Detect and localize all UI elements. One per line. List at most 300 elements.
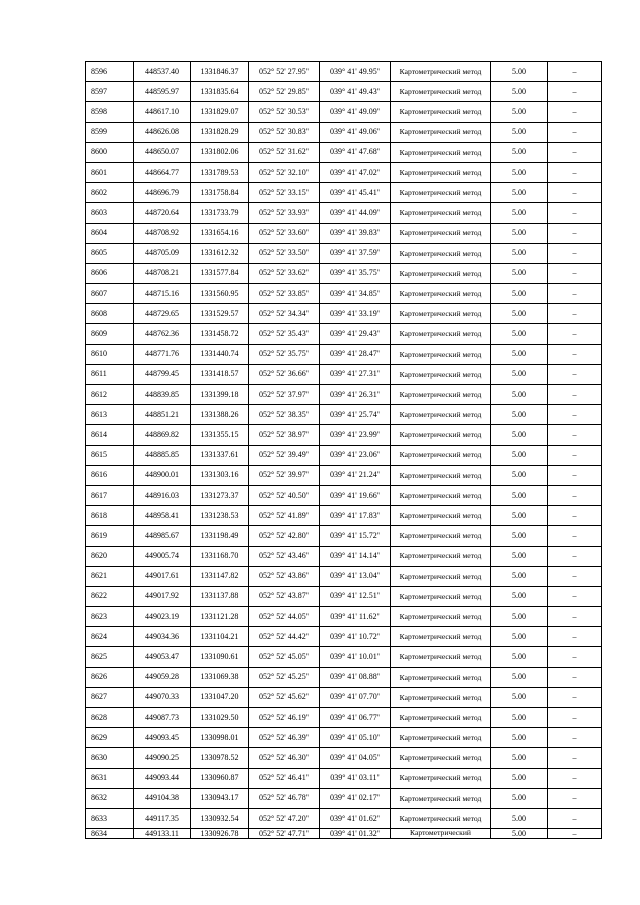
- y-coordinate-cell: 1330932.54: [191, 808, 249, 828]
- longitude-cell: 039° 41' 11.62": [320, 607, 391, 627]
- accuracy-cell: 5.00: [491, 667, 548, 687]
- accuracy-cell: 5.00: [491, 122, 548, 142]
- method-cell: Картометрический метод: [391, 142, 491, 162]
- x-coordinate-cell: 448885.85: [134, 445, 191, 465]
- y-coordinate-cell: 1331238.53: [191, 506, 249, 526]
- x-coordinate-cell: 448869.82: [134, 425, 191, 445]
- longitude-cell: 039° 41' 49.43": [320, 82, 391, 102]
- method-cell: Картометрический метод: [391, 687, 491, 707]
- longitude-cell: 039° 41' 03.11": [320, 768, 391, 788]
- note-cell: –: [548, 708, 602, 728]
- accuracy-cell: 5.00: [491, 263, 548, 283]
- method-cell: Картометрический метод: [391, 627, 491, 647]
- accuracy-cell: 5.00: [491, 829, 548, 839]
- table-row: [86, 748, 602, 768]
- longitude-cell: 039° 41' 26.31": [320, 385, 391, 405]
- x-coordinate-cell: 448720.64: [134, 203, 191, 223]
- accuracy-cell: 5.00: [491, 405, 548, 425]
- note-cell: –: [548, 647, 602, 667]
- note-cell: –: [548, 445, 602, 465]
- longitude-cell: 039° 41' 07.70": [320, 687, 391, 707]
- note-cell: –: [548, 183, 602, 203]
- x-coordinate-cell: 449133.11: [134, 829, 191, 839]
- table-row: [86, 324, 602, 344]
- longitude-cell: 039° 41' 02.17": [320, 788, 391, 808]
- accuracy-cell: 5.00: [491, 708, 548, 728]
- note-cell: –: [548, 485, 602, 505]
- point-number-cell: 8610: [86, 344, 134, 364]
- method-cell: Картометрический метод: [391, 526, 491, 546]
- x-coordinate-cell: 449017.92: [134, 586, 191, 606]
- point-number-cell: 8616: [86, 465, 134, 485]
- method-cell: Картометрический метод: [391, 425, 491, 445]
- latitude-cell: 052° 52' 36.66": [249, 364, 320, 384]
- note-cell: –: [548, 748, 602, 768]
- point-number-cell: 8597: [86, 82, 134, 102]
- table-row: [86, 304, 602, 324]
- point-number-cell: 8632: [86, 788, 134, 808]
- method-cell: Картометрический метод: [391, 405, 491, 425]
- x-coordinate-cell: 449093.45: [134, 728, 191, 748]
- y-coordinate-cell: 1330978.52: [191, 748, 249, 768]
- point-number-cell: 8606: [86, 263, 134, 283]
- latitude-cell: 052° 52' 30.83": [249, 122, 320, 142]
- longitude-cell: 039° 41' 19.66": [320, 485, 391, 505]
- accuracy-cell: 5.00: [491, 768, 548, 788]
- x-coordinate-cell: 448771.76: [134, 344, 191, 364]
- table-row: [86, 263, 602, 283]
- note-cell: –: [548, 808, 602, 828]
- x-coordinate-cell: 449023.19: [134, 607, 191, 627]
- latitude-cell: 052° 52' 43.86": [249, 566, 320, 586]
- method-cell: Картометрический метод: [391, 748, 491, 768]
- longitude-cell: 039° 41' 04.05": [320, 748, 391, 768]
- table-row: [86, 768, 602, 788]
- y-coordinate-cell: 1330943.17: [191, 788, 249, 808]
- longitude-cell: 039° 41' 35.75": [320, 263, 391, 283]
- method-cell: Картометрический метод: [391, 708, 491, 728]
- method-cell: Картометрический метод: [391, 728, 491, 748]
- y-coordinate-cell: 1331458.72: [191, 324, 249, 344]
- x-coordinate-cell: 449034.36: [134, 627, 191, 647]
- table-row: [86, 243, 602, 263]
- accuracy-cell: 5.00: [491, 203, 548, 223]
- y-coordinate-cell: 1331846.37: [191, 62, 249, 82]
- longitude-cell: 039° 41' 23.06": [320, 445, 391, 465]
- point-number-cell: 8598: [86, 102, 134, 122]
- method-cell: Картометрический метод: [391, 586, 491, 606]
- note-cell: –: [548, 546, 602, 566]
- longitude-cell: 039° 41' 10.72": [320, 627, 391, 647]
- y-coordinate-cell: 1331303.16: [191, 465, 249, 485]
- longitude-cell: 039° 41' 47.02": [320, 162, 391, 182]
- longitude-cell: 039° 41' 25.74": [320, 405, 391, 425]
- point-number-cell: 8604: [86, 223, 134, 243]
- latitude-cell: 052° 52' 43.46": [249, 546, 320, 566]
- method-cell: Картометрический метод: [391, 364, 491, 384]
- point-number-cell: 8600: [86, 142, 134, 162]
- longitude-cell: 039° 41' 14.14": [320, 546, 391, 566]
- point-number-cell: 8613: [86, 405, 134, 425]
- longitude-cell: 039° 41' 28.47": [320, 344, 391, 364]
- x-coordinate-cell: 448708.21: [134, 263, 191, 283]
- note-cell: –: [548, 304, 602, 324]
- latitude-cell: 052° 52' 35.75": [249, 344, 320, 364]
- point-number-cell: 8603: [86, 203, 134, 223]
- point-number-cell: 8624: [86, 627, 134, 647]
- table-row: [86, 465, 602, 485]
- accuracy-cell: 5.00: [491, 364, 548, 384]
- longitude-cell: 039° 41' 44.09": [320, 203, 391, 223]
- accuracy-cell: 5.00: [491, 687, 548, 707]
- longitude-cell: 039° 41' 49.09": [320, 102, 391, 122]
- accuracy-cell: 5.00: [491, 728, 548, 748]
- accuracy-cell: 5.00: [491, 546, 548, 566]
- point-number-cell: 8609: [86, 324, 134, 344]
- accuracy-cell: 5.00: [491, 586, 548, 606]
- latitude-cell: 052° 52' 32.10": [249, 162, 320, 182]
- table-row: [86, 223, 602, 243]
- x-coordinate-cell: 448900.01: [134, 465, 191, 485]
- latitude-cell: 052° 52' 46.19": [249, 708, 320, 728]
- table-row: [86, 586, 602, 606]
- note-cell: –: [548, 82, 602, 102]
- y-coordinate-cell: 1330960.87: [191, 768, 249, 788]
- method-cell: Картометрический метод: [391, 223, 491, 243]
- method-cell: Картометрический метод: [391, 344, 491, 364]
- y-coordinate-cell: 1331090.61: [191, 647, 249, 667]
- latitude-cell: 052° 52' 33.93": [249, 203, 320, 223]
- table-row: [86, 425, 602, 445]
- accuracy-cell: 5.00: [491, 485, 548, 505]
- method-cell: Картометрический метод: [391, 808, 491, 828]
- accuracy-cell: 5.00: [491, 183, 548, 203]
- y-coordinate-cell: 1331104.21: [191, 627, 249, 647]
- accuracy-cell: 5.00: [491, 647, 548, 667]
- x-coordinate-cell: 449090.25: [134, 748, 191, 768]
- table-row: [86, 82, 602, 102]
- latitude-cell: 052° 52' 46.41": [249, 768, 320, 788]
- method-cell: Картометрический метод: [391, 122, 491, 142]
- table-row: [86, 667, 602, 687]
- longitude-cell: 039° 41' 49.06": [320, 122, 391, 142]
- point-number-cell: 8630: [86, 748, 134, 768]
- table-row: [86, 627, 602, 647]
- point-number-cell: 8628: [86, 708, 134, 728]
- table-row: [86, 808, 602, 828]
- method-cell: Картометрический метод: [391, 62, 491, 82]
- accuracy-cell: 5.00: [491, 526, 548, 546]
- x-coordinate-cell: 449087.73: [134, 708, 191, 728]
- latitude-cell: 052° 52' 47.20": [249, 808, 320, 828]
- x-coordinate-cell: 448617.10: [134, 102, 191, 122]
- point-number-cell: 8622: [86, 586, 134, 606]
- coordinates-table-body: [86, 62, 602, 839]
- table-row: [86, 687, 602, 707]
- longitude-cell: 039° 41' 05.10": [320, 728, 391, 748]
- table-row: [86, 607, 602, 627]
- y-coordinate-cell: 1331758.84: [191, 183, 249, 203]
- accuracy-cell: 5.00: [491, 243, 548, 263]
- method-cell: Картометрический метод: [391, 102, 491, 122]
- x-coordinate-cell: 448626.08: [134, 122, 191, 142]
- point-number-cell: 8629: [86, 728, 134, 748]
- accuracy-cell: 5.00: [491, 788, 548, 808]
- y-coordinate-cell: 1331399.18: [191, 385, 249, 405]
- point-number-cell: 8599: [86, 122, 134, 142]
- latitude-cell: 052° 52' 44.05": [249, 607, 320, 627]
- method-cell: Картометрический метод: [391, 566, 491, 586]
- x-coordinate-cell: 448916.03: [134, 485, 191, 505]
- method-cell: Картометрический метод: [391, 506, 491, 526]
- accuracy-cell: 5.00: [491, 506, 548, 526]
- x-coordinate-cell: 449005.74: [134, 546, 191, 566]
- longitude-cell: 039° 41' 12.51": [320, 586, 391, 606]
- point-number-cell: 8596: [86, 62, 134, 82]
- y-coordinate-cell: 1331168.70: [191, 546, 249, 566]
- latitude-cell: 052° 52' 33.15": [249, 183, 320, 203]
- note-cell: –: [548, 122, 602, 142]
- table-row: [86, 708, 602, 728]
- y-coordinate-cell: 1331069.38: [191, 667, 249, 687]
- point-number-cell: 8614: [86, 425, 134, 445]
- latitude-cell: 052° 52' 47.71": [249, 829, 320, 839]
- table-row: [86, 62, 602, 82]
- note-cell: –: [548, 526, 602, 546]
- longitude-cell: 039° 41' 39.83": [320, 223, 391, 243]
- x-coordinate-cell: 449117.35: [134, 808, 191, 828]
- longitude-cell: 039° 41' 10.01": [320, 647, 391, 667]
- x-coordinate-cell: 448762.36: [134, 324, 191, 344]
- note-cell: –: [548, 243, 602, 263]
- longitude-cell: 039° 41' 06.77": [320, 708, 391, 728]
- accuracy-cell: 5.00: [491, 425, 548, 445]
- point-number-cell: 8615: [86, 445, 134, 465]
- method-cell: Картометрический метод: [391, 82, 491, 102]
- x-coordinate-cell: 449093.44: [134, 768, 191, 788]
- x-coordinate-cell: 449053.47: [134, 647, 191, 667]
- latitude-cell: 052° 52' 46.78": [249, 788, 320, 808]
- method-cell: Картометрический метод: [391, 768, 491, 788]
- point-number-cell: 8611: [86, 364, 134, 384]
- accuracy-cell: 5.00: [491, 385, 548, 405]
- x-coordinate-cell: 448595.97: [134, 82, 191, 102]
- table-row: [86, 445, 602, 465]
- y-coordinate-cell: 1331560.95: [191, 284, 249, 304]
- latitude-cell: 052° 52' 37.97": [249, 385, 320, 405]
- method-cell: Картометрический метод: [391, 324, 491, 344]
- y-coordinate-cell: 1330998.01: [191, 728, 249, 748]
- point-number-cell: 8623: [86, 607, 134, 627]
- point-number-cell: 8620: [86, 546, 134, 566]
- table-row: [86, 385, 602, 405]
- accuracy-cell: 5.00: [491, 808, 548, 828]
- note-cell: –: [548, 62, 602, 82]
- longitude-cell: 039° 41' 29.43": [320, 324, 391, 344]
- method-cell: Картометрический метод: [391, 284, 491, 304]
- longitude-cell: 039° 41' 01.62": [320, 808, 391, 828]
- note-cell: –: [548, 203, 602, 223]
- longitude-cell: 039° 41' 33.19": [320, 304, 391, 324]
- point-number-cell: 8626: [86, 667, 134, 687]
- x-coordinate-cell: 448650.07: [134, 142, 191, 162]
- point-number-cell: 8619: [86, 526, 134, 546]
- y-coordinate-cell: 1331529.57: [191, 304, 249, 324]
- point-number-cell: 8634: [86, 829, 134, 839]
- method-cell: Картометрический метод: [391, 667, 491, 687]
- point-number-cell: 8618: [86, 506, 134, 526]
- accuracy-cell: 5.00: [491, 304, 548, 324]
- point-number-cell: 8608: [86, 304, 134, 324]
- note-cell: –: [548, 586, 602, 606]
- accuracy-cell: 5.00: [491, 82, 548, 102]
- method-cell: Картометрический метод: [391, 385, 491, 405]
- method-cell: Картометрический метод: [391, 162, 491, 182]
- point-number-cell: 8607: [86, 284, 134, 304]
- note-cell: –: [548, 768, 602, 788]
- note-cell: –: [548, 102, 602, 122]
- note-cell: –: [548, 566, 602, 586]
- accuracy-cell: 5.00: [491, 566, 548, 586]
- method-cell: Картометрический метод: [391, 243, 491, 263]
- point-number-cell: 8605: [86, 243, 134, 263]
- method-cell: Картометрический метод: [391, 183, 491, 203]
- accuracy-cell: 5.00: [491, 324, 548, 344]
- accuracy-cell: 5.00: [491, 627, 548, 647]
- accuracy-cell: 5.00: [491, 445, 548, 465]
- method-cell: Картометрический метод: [391, 304, 491, 324]
- note-cell: –: [548, 667, 602, 687]
- method-cell: Картометрический метод: [391, 607, 491, 627]
- latitude-cell: 052° 52' 29.85": [249, 82, 320, 102]
- table-row: [86, 183, 602, 203]
- x-coordinate-cell: 448705.09: [134, 243, 191, 263]
- longitude-cell: 039° 41' 15.72": [320, 526, 391, 546]
- y-coordinate-cell: 1330926.78: [191, 829, 249, 839]
- accuracy-cell: 5.00: [491, 142, 548, 162]
- x-coordinate-cell: 448729.65: [134, 304, 191, 324]
- longitude-cell: 039° 41' 01.32": [320, 829, 391, 839]
- note-cell: –: [548, 687, 602, 707]
- longitude-cell: 039° 41' 23.99": [320, 425, 391, 445]
- coordinates-table: [85, 61, 602, 839]
- latitude-cell: 052° 52' 41.89": [249, 506, 320, 526]
- latitude-cell: 052° 52' 45.62": [249, 687, 320, 707]
- note-cell: –: [548, 829, 602, 839]
- longitude-cell: 039° 41' 17.83": [320, 506, 391, 526]
- y-coordinate-cell: 1331121.28: [191, 607, 249, 627]
- point-number-cell: 8612: [86, 385, 134, 405]
- table-row: [86, 546, 602, 566]
- table-row: [86, 284, 602, 304]
- accuracy-cell: 5.00: [491, 607, 548, 627]
- latitude-cell: 052° 52' 45.05": [249, 647, 320, 667]
- latitude-cell: 052° 52' 33.60": [249, 223, 320, 243]
- y-coordinate-cell: 1331654.16: [191, 223, 249, 243]
- latitude-cell: 052° 52' 35.43": [249, 324, 320, 344]
- x-coordinate-cell: 448985.67: [134, 526, 191, 546]
- y-coordinate-cell: 1331829.07: [191, 102, 249, 122]
- latitude-cell: 052° 52' 46.30": [249, 748, 320, 768]
- note-cell: –: [548, 425, 602, 445]
- point-number-cell: 8633: [86, 808, 134, 828]
- table-row: [86, 405, 602, 425]
- x-coordinate-cell: 448537.40: [134, 62, 191, 82]
- y-coordinate-cell: 1331802.06: [191, 142, 249, 162]
- latitude-cell: 052° 52' 27.95": [249, 62, 320, 82]
- y-coordinate-cell: 1331733.79: [191, 203, 249, 223]
- note-cell: –: [548, 506, 602, 526]
- x-coordinate-cell: 448715.16: [134, 284, 191, 304]
- x-coordinate-cell: 449017.61: [134, 566, 191, 586]
- longitude-cell: 039° 41' 45.41": [320, 183, 391, 203]
- latitude-cell: 052° 52' 30.53": [249, 102, 320, 122]
- longitude-cell: 039° 41' 13.04": [320, 566, 391, 586]
- note-cell: –: [548, 344, 602, 364]
- method-cell: Картометрический метод: [391, 485, 491, 505]
- table-row: [86, 728, 602, 748]
- latitude-cell: 052° 52' 40.50": [249, 485, 320, 505]
- method-cell: Картометрический метод: [391, 465, 491, 485]
- y-coordinate-cell: 1331137.88: [191, 586, 249, 606]
- note-cell: –: [548, 324, 602, 344]
- y-coordinate-cell: 1331828.29: [191, 122, 249, 142]
- y-coordinate-cell: 1331835.64: [191, 82, 249, 102]
- note-cell: –: [548, 405, 602, 425]
- note-cell: –: [548, 465, 602, 485]
- x-coordinate-cell: 448664.77: [134, 162, 191, 182]
- x-coordinate-cell: 448708.92: [134, 223, 191, 243]
- y-coordinate-cell: 1331577.84: [191, 263, 249, 283]
- note-cell: –: [548, 364, 602, 384]
- x-coordinate-cell: 449059.28: [134, 667, 191, 687]
- table-row: [86, 485, 602, 505]
- y-coordinate-cell: 1331147.82: [191, 566, 249, 586]
- x-coordinate-cell: 448958.41: [134, 506, 191, 526]
- table-row: [86, 364, 602, 384]
- method-cell: Картометрический метод: [391, 546, 491, 566]
- latitude-cell: 052° 52' 43.87": [249, 586, 320, 606]
- note-cell: –: [548, 385, 602, 405]
- longitude-cell: 039° 41' 27.31": [320, 364, 391, 384]
- table-row: [86, 344, 602, 364]
- longitude-cell: 039° 41' 37.59": [320, 243, 391, 263]
- accuracy-cell: 5.00: [491, 748, 548, 768]
- method-cell: Картометрический метод: [391, 263, 491, 283]
- table-row: [86, 142, 602, 162]
- note-cell: –: [548, 728, 602, 748]
- y-coordinate-cell: 1331789.53: [191, 162, 249, 182]
- latitude-cell: 052° 52' 39.49": [249, 445, 320, 465]
- note-cell: –: [548, 284, 602, 304]
- latitude-cell: 052° 52' 44.42": [249, 627, 320, 647]
- latitude-cell: 052° 52' 38.35": [249, 405, 320, 425]
- x-coordinate-cell: 448799.45: [134, 364, 191, 384]
- note-cell: –: [548, 162, 602, 182]
- method-cell: Картометрический метод: [391, 788, 491, 808]
- latitude-cell: 052° 52' 45.25": [249, 667, 320, 687]
- table-row: [86, 566, 602, 586]
- point-number-cell: 8627: [86, 687, 134, 707]
- table-row: [86, 647, 602, 667]
- accuracy-cell: 5.00: [491, 162, 548, 182]
- latitude-cell: 052° 52' 33.50": [249, 243, 320, 263]
- method-cell: Картометрический метод: [391, 203, 491, 223]
- table-row: [86, 526, 602, 546]
- table-row: [86, 122, 602, 142]
- note-cell: –: [548, 607, 602, 627]
- y-coordinate-cell: 1331612.32: [191, 243, 249, 263]
